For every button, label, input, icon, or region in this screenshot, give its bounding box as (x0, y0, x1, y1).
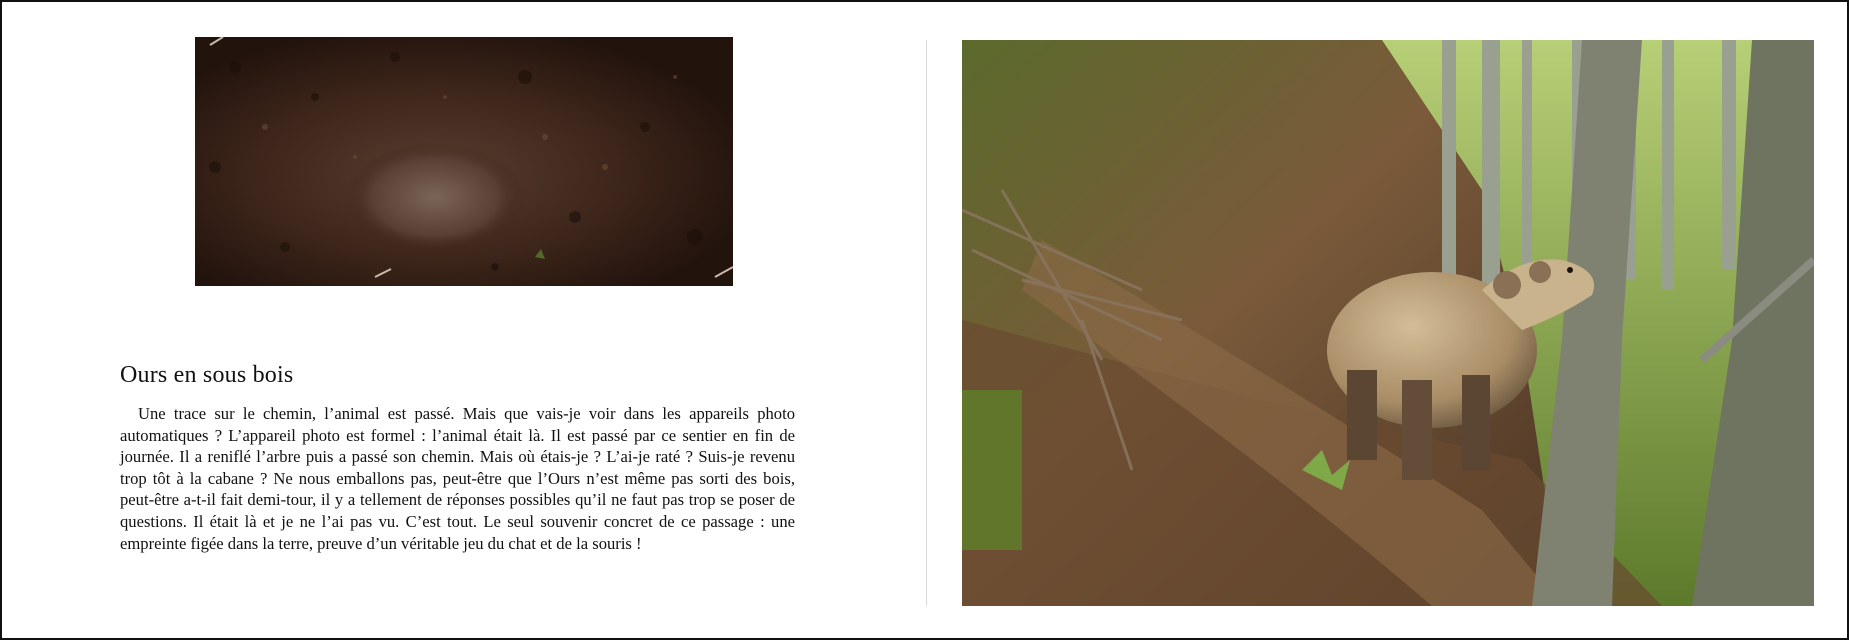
footprint-image-icon (195, 37, 733, 286)
footprint-photo (195, 37, 733, 286)
article-body: Une trace sur le chemin, l’animal est passé. Mais que vais-je voir dans les appareils photo automatiques ? L’appareil photo est formel : l’animal était là. Il est passé par ce sentier en fin de journée. Il a reniflé l’arbre puis a passé son chemin. Mais où étais-je ? L’ai-je raté ? Suis-je revenu trop tôt à la cabane ? Ne nous emballons pas, peut-être que l’Ours n’est même pas sorti des bois, peut-être a-t-il fait demi-tour, il y a tellement de réponses possibles qu’il ne faut pas trop se poser de questions. Il était là et je ne l’ai pas vu. C’est tout. Le seul souvenir concret de ce passage : une empreinte figée dans la terre, preuve d’un véritable jeu du chat et de la souris ! (120, 404, 795, 553)
article-title: Ours en sous bois (120, 362, 294, 388)
article (120, 362, 795, 554)
bear-photo (962, 40, 1814, 606)
page-gutter (926, 40, 927, 606)
bear-image-icon (962, 40, 1814, 606)
